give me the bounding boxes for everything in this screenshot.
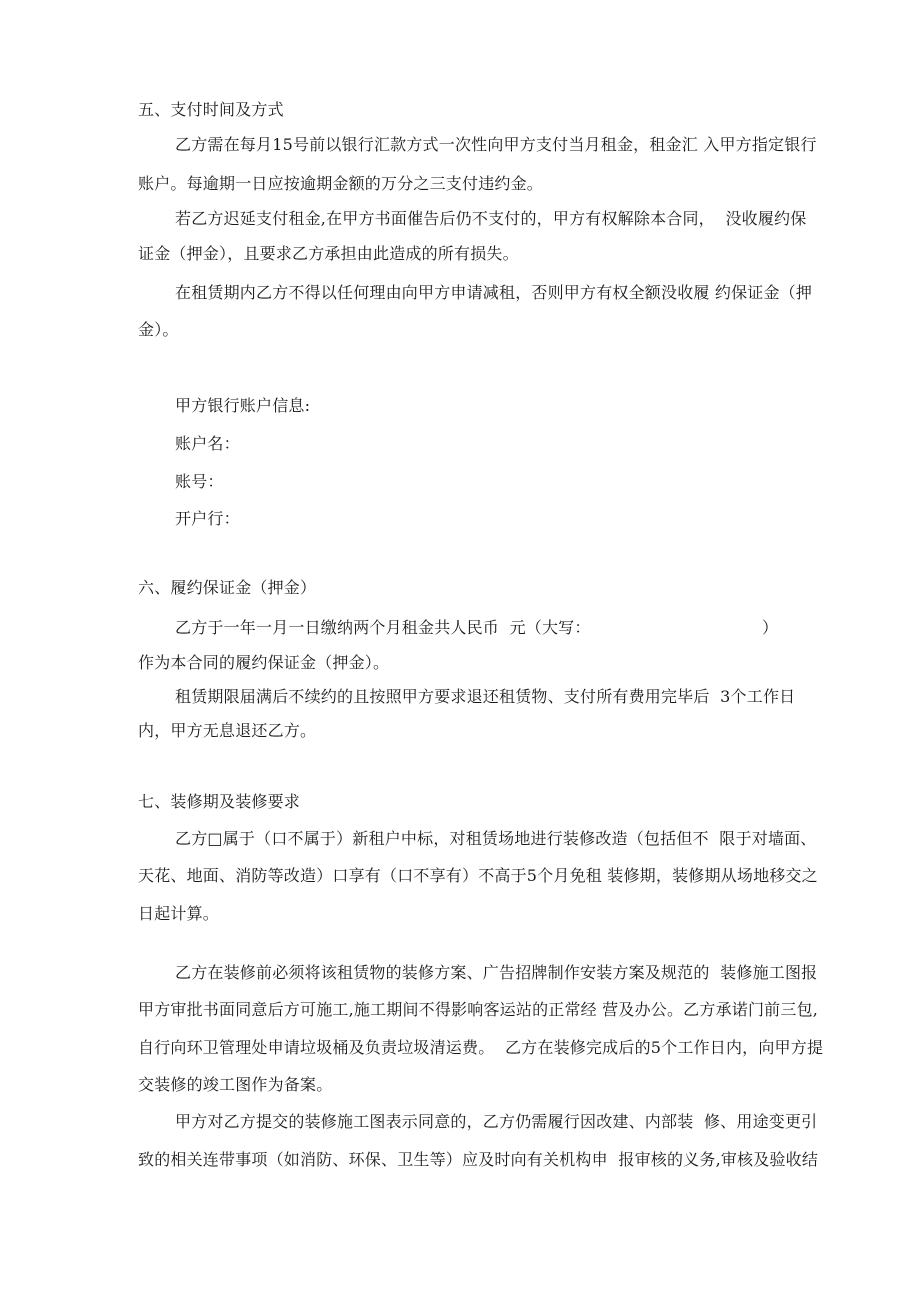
section-6-p1-line1: 乙方于一年一月一日缴纳两个月租金共人民币 元（大写： xyxy=(175,618,591,637)
bank-info-title: 甲方银行账户信息: xyxy=(175,396,311,415)
section-6-p1-line2: 作为本合同的履约保证金（押金）。 xyxy=(138,653,390,672)
section-7-p1-line3: 日起计算。 xyxy=(138,904,220,923)
section-5-p3-line2: 金）。 xyxy=(138,320,179,339)
section-7-p2-line1: 乙方在装修前必须将该租赁物的装修方案、广告招牌制作安装方案及规范的 装修施工图报 xyxy=(175,963,818,982)
section-5-p2-line1: 若乙方迟延支付租金,在甲方书面催告后仍不支付的，甲方有权解除本合同， 没收履约保 xyxy=(175,209,807,228)
section-5-p1-line1: 乙方需在每月15号前以银行汇款方式一次性向甲方支付当月租金，租金汇 入甲方指定银行 xyxy=(175,135,817,154)
section-6-p1-blank-close: ） xyxy=(762,618,779,637)
bank-name: 开户行： xyxy=(175,509,240,528)
section-7-p1-line2: 天花、地面、消防等改造）口享有（口不享有）不高于5个月免租 装修期，装修期从场地移交之 xyxy=(138,866,818,885)
section-5-p3-line1: 在租赁期内乙方不得以任何理由向甲方申请减租，否则甲方有权全额没收履 约保证金（押 xyxy=(175,283,813,302)
section-6-heading: 六、履约保证金（押金） xyxy=(138,578,317,597)
section-7-p1-line1: 乙方□属于（口不属于）新租户中标，对租赁场地进行装修改造（包括但不 限于对墙面、 xyxy=(175,829,817,848)
section-5-p1-line2: 账户。每逾期一日应按逾期金额的万分之三支付违约金。 xyxy=(138,174,544,193)
bank-account-number: 账号： xyxy=(175,472,224,491)
section-5-heading: 五、支付时间及方式 xyxy=(138,100,284,119)
section-7-p2-line2: 甲方审批书面同意后方可施工,施工期间不得影响客运站的正常经 营及办公。乙方承诺门前三包, xyxy=(138,1000,819,1019)
section-6-p2-line2: 内，甲方无息退还乙方。 xyxy=(138,721,317,740)
section-7-heading: 七、装修期及装修要求 xyxy=(138,792,301,811)
section-5-p2-line2: 证金（押金），且要求乙方承担由此造成的所有损失。 xyxy=(138,244,519,263)
section-7-p3-line2: 致的相关连带事项（如消防、环保、卫生等）应及时向有关机构申 报审核的义务,审核及验收结 xyxy=(138,1150,819,1169)
bank-account-name: 账户名： xyxy=(175,434,240,453)
section-6-p2-line1: 租赁期限届满后不续约的且按照甲方要求退还租赁物、支付所有费用完毕后 3个工作日 xyxy=(175,687,796,706)
section-7-p3-line1: 甲方对乙方提交的装修施工图表示同意的，乙方仍需履行因改建、内部装 修、用途变更引 xyxy=(175,1112,818,1131)
section-7-p2-line4: 交装修的竣工图作为备案。 xyxy=(138,1075,333,1094)
section-7-p2-line3: 自行向环卫管理处申请垃圾桶及负责垃圾清运费。 乙方在装修完成后的5个工作日内，向甲方提 xyxy=(138,1038,824,1057)
